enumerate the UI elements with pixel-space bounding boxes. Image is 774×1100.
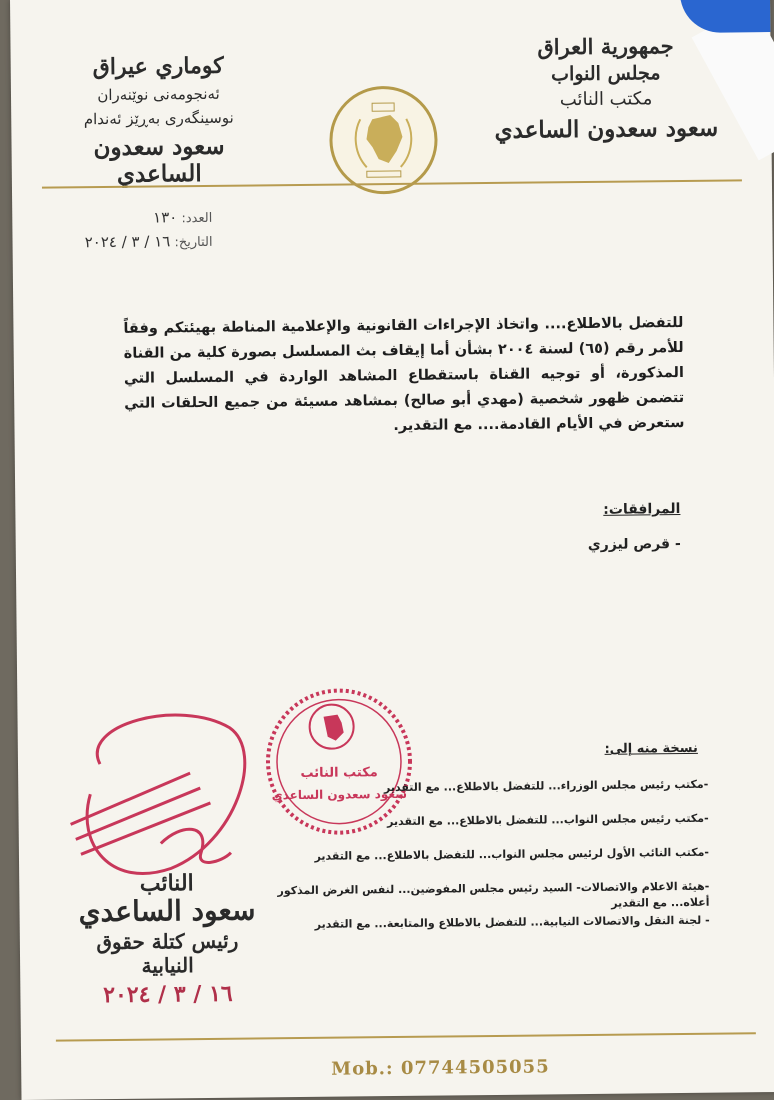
attachment-item: - قرص ليزري — [587, 536, 681, 553]
header-kurdish-office: نوسینگەری بەڕێز ئەندام — [83, 108, 234, 129]
header-name: سعود سعدون الساعدي — [494, 114, 719, 144]
signature-block — [69, 869, 265, 1008]
letter-page — [10, 0, 774, 1100]
date-label: التاريخ: — [174, 234, 213, 251]
cc-item: -مكتب رئيس مجلس النواب... للتفضل بالاطلاع... مع التقدير — [387, 811, 709, 829]
cc-item: -مكتب النائب الأول لرئيس مجلس النواب... للتفضل بالاطلاع... مع التقدير — [314, 845, 710, 863]
body-paragraph: للتفضل بالاطلاع.... واتخاذ الإجراءات القانونية والإعلامية المناطة بهيئتكم وفقاً للأمر رقم (٦٥) لسنة ٢٠٠٤ بشأن أما إيقاف بث المسلسل بصورة كلية من القناة المذكورة، أو توجيه القناة باستقطاع المشاهد الواردة في المسلسل التي تتضمن ظهور شخصية (مهدي أبو صالح) بمشاهد مسيئة من جميع الحلقات التي ستعرض في الأيام القادمة.... مع التقدير. — [123, 314, 685, 435]
number-value: ١٣٠ — [153, 208, 178, 227]
signer-role: رئيس كتلة حقوق النيابية — [96, 928, 239, 978]
header-council: مجلس النواب — [551, 62, 661, 86]
attachments-title: المرافقات: — [603, 501, 681, 518]
footer-divider — [56, 1032, 756, 1041]
cc-title: نسخة منه إلى: — [604, 740, 698, 757]
signer-title: النائب — [139, 870, 194, 897]
header-kurdish-council: ئەنجومەنی نوێنەران — [97, 84, 220, 105]
stamp-line1: مكتب النائب — [300, 765, 378, 782]
stamp-line2: سعود سعدون الساعدي — [271, 786, 408, 803]
handwritten-signature-icon — [59, 702, 261, 894]
cc-item: -هيئة الاعلام والاتصالات- السيد رئيس مجلس المفوضين... لنفس الغرض المذكور أعلاه... مع التقدير — [277, 879, 710, 910]
footer-mobile: Mob.: 07744505055 — [331, 1056, 550, 1080]
header-arabic — [490, 33, 721, 144]
parliament-logo-icon — [329, 86, 438, 195]
header-kurdish-country: كوماري عيراق — [92, 52, 224, 81]
cc-list — [258, 777, 710, 952]
date-value: ١٦ / ٣ / ٢٠٢٤ — [84, 232, 171, 252]
signer-name: سعود الساعدي — [78, 893, 256, 929]
signature-date: ١٦ / ٣ / ٢٠٢٤ — [103, 980, 233, 1009]
header-kurdish — [51, 52, 267, 188]
cc-item: - لجنة النقل والاتصالات النيابية... للتفضل بالاطلاع والمتابعة... مع التقدير — [314, 913, 710, 931]
reference-block — [52, 208, 212, 258]
header-office: مكتب النائب — [559, 88, 653, 111]
background-object — [680, 0, 770, 33]
header-kurdish-name: سعود سعدون الساعدي — [93, 132, 225, 188]
cc-item: -مكتب رئيس مجلس الوزراء... للتفضل بالاطلاع... مع التقدير — [383, 777, 709, 795]
number-label: العدد: — [181, 210, 213, 227]
header-country: جمهورية العراق — [537, 33, 674, 60]
